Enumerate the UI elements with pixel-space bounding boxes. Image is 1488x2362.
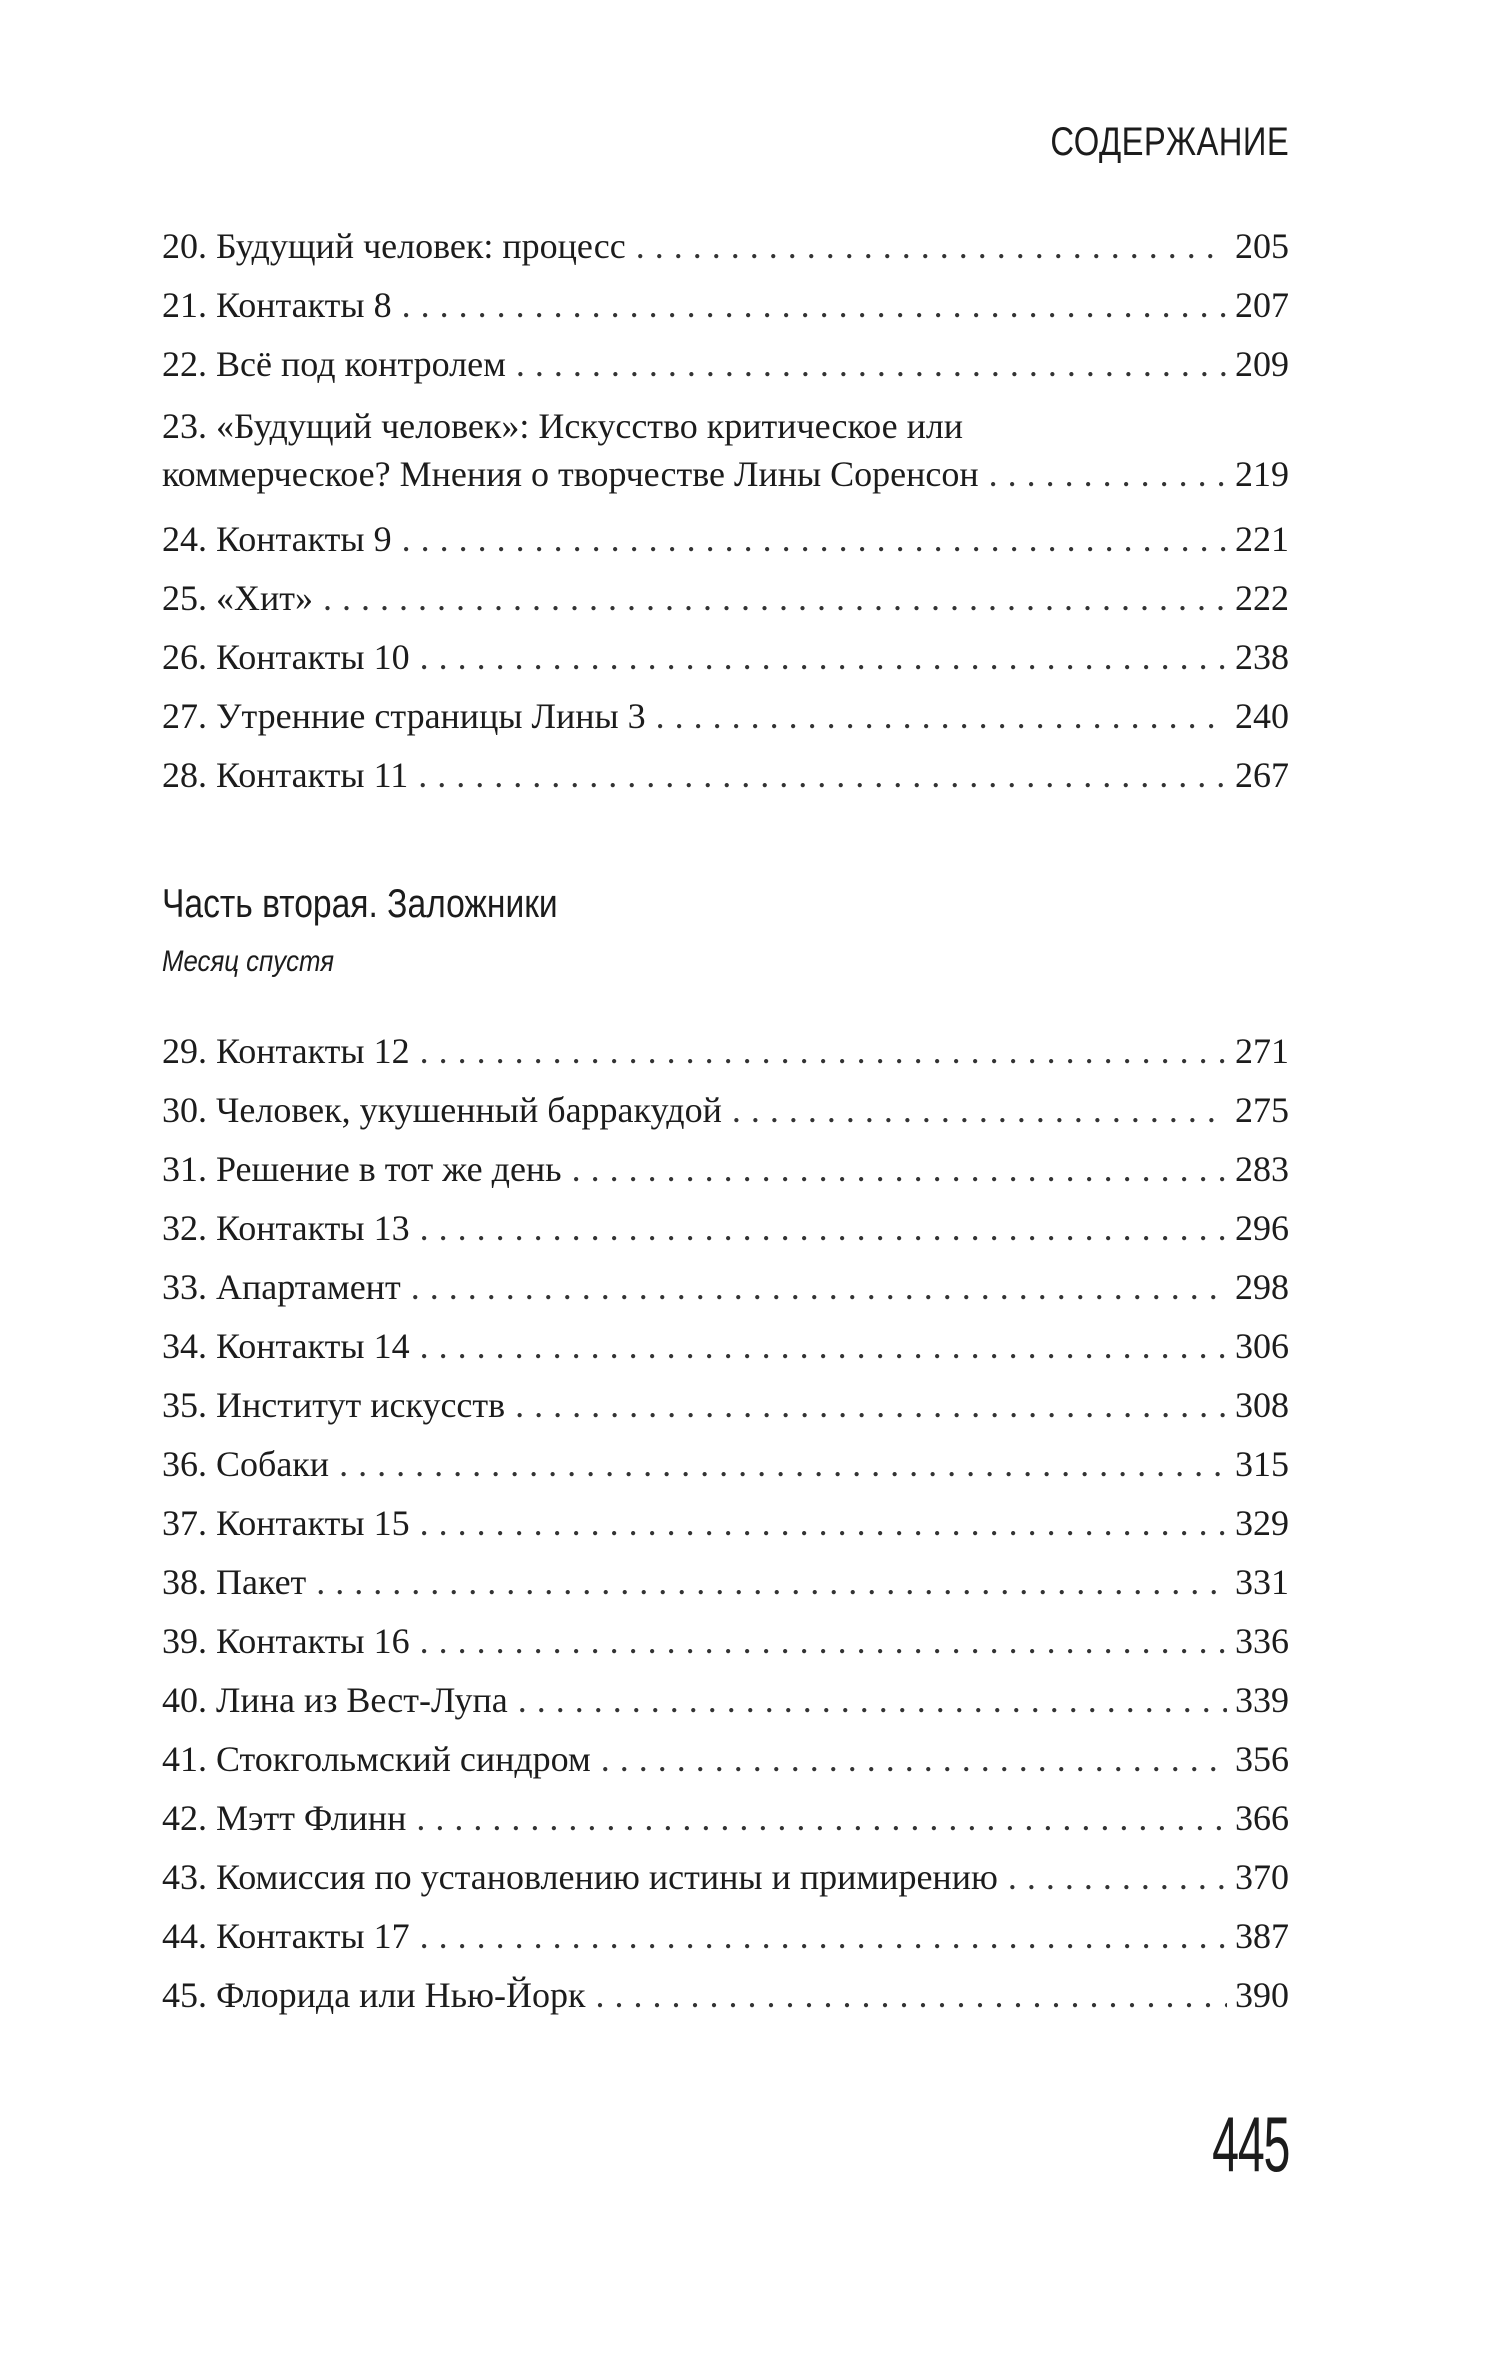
toc-entry-title: 37. Контакты 15 bbox=[162, 1503, 410, 1543]
toc-entry[interactable] bbox=[162, 1612, 1289, 1671]
toc-entry-page: 387 bbox=[1235, 1916, 1289, 1956]
toc-entry-title: 36. Собаки bbox=[162, 1444, 330, 1484]
toc-entry[interactable] bbox=[162, 1730, 1289, 1789]
dot-leader bbox=[420, 628, 1227, 687]
toc-entry-page: 366 bbox=[1235, 1798, 1289, 1838]
dot-leader bbox=[1008, 1848, 1227, 1907]
toc-entry-title: 40. Лина из Вест-Лупа bbox=[162, 1680, 508, 1720]
toc-entry[interactable] bbox=[162, 1376, 1289, 1435]
toc-entry[interactable] bbox=[162, 1199, 1289, 1258]
toc-entry-page: 308 bbox=[1235, 1385, 1289, 1425]
book-page bbox=[162, 0, 1289, 2362]
dot-leader bbox=[411, 1258, 1227, 1317]
dot-leader bbox=[989, 450, 1227, 498]
toc-entry-page: 221 bbox=[1235, 519, 1289, 559]
toc-entry-title-line-1: 23. «Будущий человек»: Искусство критическое или bbox=[162, 406, 964, 446]
toc-entry-title: 32. Контакты 13 bbox=[162, 1208, 410, 1248]
toc-entry[interactable] bbox=[162, 1317, 1289, 1376]
toc-entry[interactable] bbox=[162, 1789, 1289, 1848]
toc-entry-title: 24. Контакты 9 bbox=[162, 519, 392, 559]
toc-entry-title: 27. Утренние страницы Лины 3 bbox=[162, 696, 646, 736]
dot-leader bbox=[595, 1966, 1227, 2025]
dot-leader bbox=[516, 335, 1227, 394]
toc-entry[interactable] bbox=[162, 1081, 1289, 1140]
toc-entry-page: 207 bbox=[1235, 285, 1289, 325]
toc-entry[interactable] bbox=[162, 276, 1289, 335]
toc-entry-page: 296 bbox=[1235, 1208, 1289, 1248]
dot-leader bbox=[420, 1022, 1227, 1081]
dot-leader bbox=[732, 1081, 1227, 1140]
toc-entry-page: 267 bbox=[1235, 755, 1289, 795]
dot-leader bbox=[316, 1553, 1227, 1612]
dot-leader bbox=[420, 1199, 1227, 1258]
dot-leader bbox=[402, 276, 1227, 335]
toc-entry-title: 39. Контакты 16 bbox=[162, 1621, 410, 1661]
dot-leader bbox=[656, 687, 1227, 746]
toc-entry-title: 38. Пакет bbox=[162, 1562, 307, 1602]
toc-entry-page: 370 bbox=[1235, 1857, 1289, 1897]
toc-entry-page: 315 bbox=[1235, 1444, 1289, 1484]
dot-leader bbox=[636, 217, 1227, 276]
toc-entry-title: 30. Человек, укушенный барракудой bbox=[162, 1090, 722, 1130]
toc-entry-page: 329 bbox=[1235, 1503, 1289, 1543]
toc-entry-page: 205 bbox=[1235, 226, 1289, 266]
toc-entry-title: 29. Контакты 12 bbox=[162, 1031, 410, 1071]
toc-entry-title: 25. «Хит» bbox=[162, 578, 313, 618]
toc-list-part-two bbox=[162, 1022, 1289, 2025]
toc-entry[interactable] bbox=[162, 335, 1289, 394]
toc-entry-page: 306 bbox=[1235, 1326, 1289, 1366]
dot-leader bbox=[420, 1612, 1227, 1671]
dot-leader bbox=[572, 1140, 1227, 1199]
toc-entry[interactable] bbox=[162, 394, 1289, 510]
toc-entry[interactable] bbox=[162, 1966, 1289, 2025]
toc-entry-title: 42. Мэтт Флинн bbox=[162, 1798, 407, 1838]
toc-entry[interactable] bbox=[162, 687, 1289, 746]
dot-leader bbox=[416, 1789, 1227, 1848]
toc-entry-page: 339 bbox=[1235, 1680, 1289, 1720]
page-number: 445 bbox=[1212, 2100, 1289, 2188]
dot-leader bbox=[518, 1671, 1227, 1730]
toc-entry[interactable] bbox=[162, 628, 1289, 687]
dot-leader bbox=[418, 746, 1227, 805]
toc-entry[interactable] bbox=[162, 1553, 1289, 1612]
toc-entry-title: 35. Институт искусств bbox=[162, 1385, 506, 1425]
dot-leader bbox=[601, 1730, 1227, 1789]
toc-entry[interactable] bbox=[162, 1140, 1289, 1199]
dot-leader bbox=[420, 1494, 1227, 1553]
toc-entry[interactable] bbox=[162, 1435, 1289, 1494]
dot-leader bbox=[515, 1376, 1227, 1435]
toc-entry-title: 45. Флорида или Нью-Йорк bbox=[162, 1975, 586, 2015]
dot-leader bbox=[402, 510, 1227, 569]
toc-entry-page: 390 bbox=[1235, 1975, 1289, 2015]
toc-entry-page: 298 bbox=[1235, 1267, 1289, 1307]
toc-entry-title: 28. Контакты 11 bbox=[162, 755, 409, 795]
toc-entry-title: 20. Будущий человек: процесс bbox=[162, 226, 626, 266]
dot-leader bbox=[323, 569, 1227, 628]
part-heading: Часть вторая. Заложники bbox=[162, 882, 558, 926]
dot-leader bbox=[420, 1317, 1227, 1376]
toc-entry[interactable] bbox=[162, 1848, 1289, 1907]
toc-entry-page: 219 bbox=[1235, 454, 1289, 494]
toc-entry-page: 356 bbox=[1235, 1739, 1289, 1779]
toc-entry[interactable] bbox=[162, 510, 1289, 569]
toc-entry-title: 34. Контакты 14 bbox=[162, 1326, 410, 1366]
toc-entry-title: 31. Решение в тот же день bbox=[162, 1149, 562, 1189]
toc-entry-title: 26. Контакты 10 bbox=[162, 637, 410, 677]
toc-entry-page: 331 bbox=[1235, 1562, 1289, 1602]
toc-entry-title: 44. Контакты 17 bbox=[162, 1916, 410, 1956]
toc-entry[interactable] bbox=[162, 746, 1289, 805]
toc-entry[interactable] bbox=[162, 1671, 1289, 1730]
toc-entry[interactable] bbox=[162, 1494, 1289, 1553]
part-subheading: Месяц спустя bbox=[162, 945, 335, 978]
toc-entry-title-line-2: коммерческое? Мнения о творчестве Лины Соренсон bbox=[162, 454, 979, 494]
toc-entry-title: 41. Стокгольмский синдром bbox=[162, 1739, 591, 1779]
toc-entry-title: 33. Апартамент bbox=[162, 1267, 401, 1307]
toc-entry-page: 238 bbox=[1235, 637, 1289, 677]
toc-entry-title: 21. Контакты 8 bbox=[162, 285, 392, 325]
toc-entry[interactable] bbox=[162, 217, 1289, 276]
toc-entry[interactable] bbox=[162, 569, 1289, 628]
toc-entry[interactable] bbox=[162, 1907, 1289, 1966]
dot-leader bbox=[420, 1907, 1227, 1966]
toc-list-part-one bbox=[162, 217, 1289, 805]
toc-entry-page: 275 bbox=[1235, 1090, 1289, 1130]
toc-entry-title: 22. Всё под контролем bbox=[162, 344, 506, 384]
toc-entry[interactable] bbox=[162, 1022, 1289, 1081]
toc-entry-page: 336 bbox=[1235, 1621, 1289, 1661]
toc-entry-page: 222 bbox=[1235, 578, 1289, 618]
dot-leader bbox=[339, 1435, 1227, 1494]
toc-entry[interactable] bbox=[162, 1258, 1289, 1317]
toc-entry-page: 209 bbox=[1235, 344, 1289, 384]
running-head: СОДЕРЖАНИЕ bbox=[1050, 120, 1289, 164]
toc-entry-page: 283 bbox=[1235, 1149, 1289, 1189]
toc-entry-page: 271 bbox=[1235, 1031, 1289, 1071]
toc-entry-title: 43. Комиссия по установлению истины и примирению bbox=[162, 1857, 998, 1897]
toc-entry-page: 240 bbox=[1235, 696, 1289, 736]
